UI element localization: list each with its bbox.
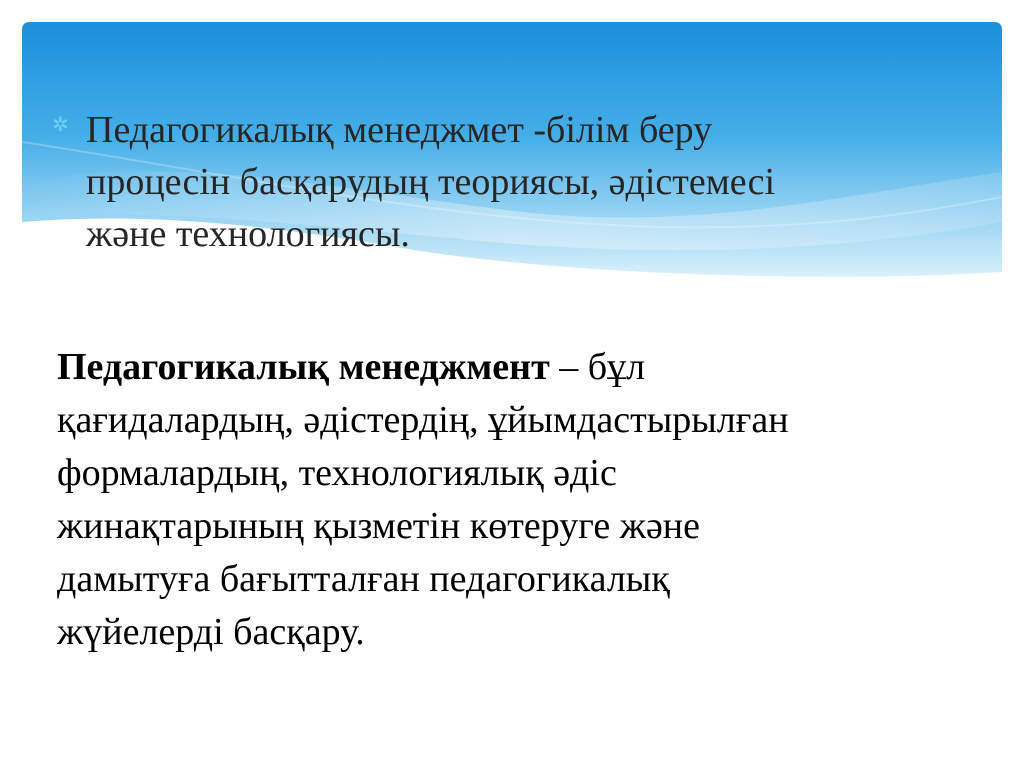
definition-paragraph [57, 341, 957, 659]
bullet-line-1: Педагогикалық менеджмет -білім беру [86, 109, 713, 151]
definition-term: Педагогикалық менеджмент [57, 346, 550, 388]
definition-line-6: жүйелерді басқару. [57, 611, 365, 653]
bullet-line-2: процесін басқарудың теориясы, әдістемесі [86, 161, 776, 203]
definition-line-2: қағидалардың, әдістердің, ұйымдастырылған [57, 399, 789, 441]
bullet-point [52, 104, 952, 260]
definition-line-1: бұл [587, 346, 646, 388]
definition-line-5: дамытуға бағытталған педагогикалық [57, 558, 670, 600]
asterisk-bullet-icon: ✲ [52, 112, 69, 136]
definition-line-3: формалардың, технологиялық әдіс [57, 452, 617, 494]
definition-separator: – [549, 346, 588, 388]
bullet-line-3: және технологиясы. [86, 213, 410, 255]
bullet-text [86, 104, 952, 260]
definition-line-4: жинақтарының қызметін көтеруге және [57, 505, 701, 547]
